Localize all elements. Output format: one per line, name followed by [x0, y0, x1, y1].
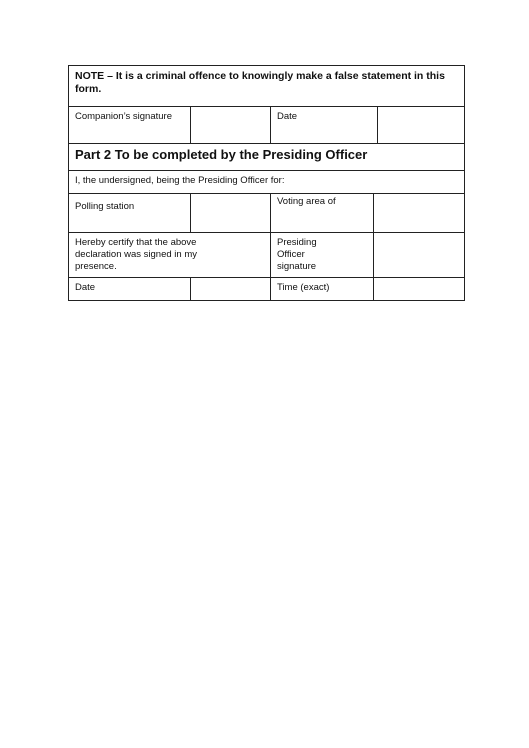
presiding-date-label: Date — [75, 282, 96, 293]
polling-station-field[interactable] — [190, 194, 270, 232]
companion-row — [69, 106, 464, 143]
presiding-date-field[interactable] — [190, 278, 270, 300]
presiding-intro-row — [69, 170, 464, 193]
presiding-officer-signature-field[interactable] — [373, 233, 464, 277]
companion-signature-label: Companion’s signature — [75, 111, 172, 122]
part2-heading: Part 2 To be completed by the Presiding Officer — [75, 147, 368, 162]
polling-station-row — [69, 193, 464, 232]
presiding-intro-text: I, the undersigned, being the Presiding Officer for: — [75, 175, 285, 186]
certify-text: Hereby certify that the above declaration was signed in my presence. — [75, 237, 197, 272]
companion-date-label: Date — [270, 107, 377, 143]
voting-area-label: Voting area of — [270, 194, 373, 232]
polling-station-label: Polling station — [75, 201, 135, 212]
criminal-offence-note: NOTE – It is a criminal offence to knowingly make a false statement in this form. — [75, 70, 445, 95]
time-field[interactable] — [373, 278, 464, 300]
voting-area-field[interactable] — [373, 194, 464, 232]
presiding-officer-signature-label: Presiding Officer signature — [270, 233, 373, 277]
declaration-form-table — [68, 65, 465, 301]
companion-date-field[interactable] — [377, 107, 464, 143]
date-time-row — [69, 277, 464, 300]
time-label: Time (exact) — [270, 278, 373, 300]
companion-signature-field[interactable] — [190, 107, 270, 143]
note-row — [69, 66, 464, 106]
part2-heading-row — [69, 143, 464, 170]
certification-row — [69, 232, 464, 277]
